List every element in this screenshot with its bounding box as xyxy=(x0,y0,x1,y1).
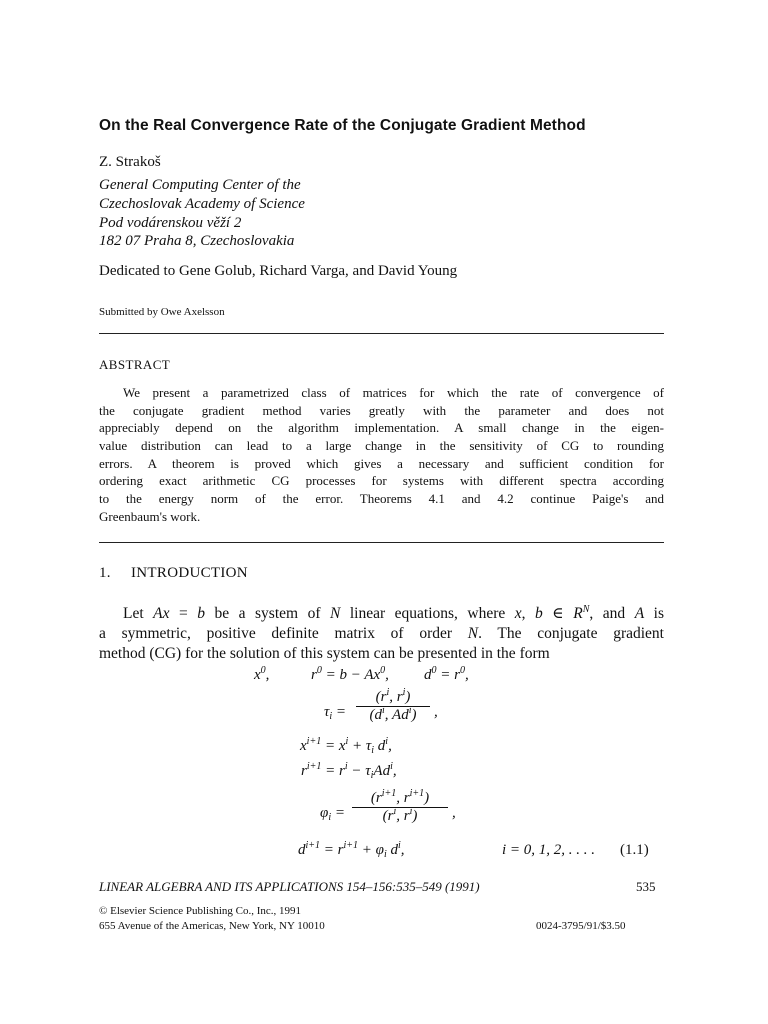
divider xyxy=(99,333,664,334)
submitted-by: Submitted by Owe Axelsson xyxy=(99,306,225,318)
equation-line: $r^{i+1} = r^i - \tau_iAd^i$, xyxy=(301,761,397,781)
abstract-line: appreciably depend on the algorithm implementation. A small change in the eigen- xyxy=(99,420,664,436)
affiliation-line: Czechoslovak Academy of Science xyxy=(99,196,305,212)
section-title: INTRODUCTION xyxy=(131,565,248,581)
abstract-line: ordering exact arithmetic CG processes for systems with different spectra according xyxy=(99,473,664,489)
affiliation-line: General Computing Center of the xyxy=(99,177,301,193)
intro-paragraph xyxy=(99,604,664,664)
affiliation-line: Pod vodárenskou věží 2 xyxy=(99,215,242,231)
publisher-address: 655 Avenue of the Americas, New York, NY 10010 xyxy=(99,920,325,932)
equation-line: $x^{i+1} = x^i + \tau_i$ $d^i$, xyxy=(300,736,392,756)
equation-line: $r^0 = b - Ax^0$, xyxy=(311,665,389,683)
equation-line: $\tau_i$ = xyxy=(324,704,347,722)
abstract-line: the conjugate gradient method varies greatly with the parameter and does not xyxy=(99,402,664,418)
affiliation-line: 182 07 Praha 8, Czechoslovakia xyxy=(99,233,295,249)
section-heading xyxy=(99,565,248,582)
author-name: Z. Strakoš xyxy=(99,154,161,170)
copyright-notice: © Elsevier Science Publishing Co., Inc., 1991 xyxy=(99,905,302,917)
abstract-body xyxy=(99,384,664,526)
equation-line: $d^{i+1} = r^{i+1} + \varphi_i$ $d^i$, xyxy=(298,840,405,860)
divider xyxy=(99,542,664,543)
intro-line: method (CG) for the solution of this system can be presented in the form xyxy=(99,645,550,662)
equation-line: , xyxy=(434,704,438,720)
equation-number: (1.1) xyxy=(620,842,649,858)
abstract-line: to the energy norm of the error. Theorems 4.1 and 4.2 continue Paige's and xyxy=(99,491,664,507)
intro-line: Let Ax = b be a system of N linear equations, where x, b ∈ $R^N$, and A is xyxy=(123,604,664,622)
equation-line: $d^0 = r^0$, xyxy=(424,665,469,683)
abstract-line: We present a parametrized class of matrices for which the rate of convergence of xyxy=(123,385,664,400)
issn-price: 0024-3795/91/$3.50 xyxy=(536,920,626,932)
abstract-line: Greenbaum's work. xyxy=(99,508,201,524)
equation-fraction: ($r^i$, $r^i$) ($d^i$, Ad$^i$) xyxy=(356,689,430,724)
paper-title: On the Real Convergence Rate of the Conjugate Gradient Method xyxy=(99,117,586,134)
abstract-heading: ABSTRACT xyxy=(99,357,171,372)
dedication: Dedicated to Gene Golub, Richard Varga, and David Young xyxy=(99,263,458,279)
equation-fraction: $\frac{(r^{i+1}, r^{i+1})}{(r^i, r^i)}$ xyxy=(352,790,448,825)
abstract-line: value distribution can lead to a large change in the sensitivity of CG to rounding xyxy=(99,438,664,454)
page-number: 535 xyxy=(636,879,656,894)
journal-citation: LINEAR ALGEBRA AND ITS APPLICATIONS 154–156:535–549 (1991) xyxy=(99,879,480,894)
equation-line: , xyxy=(452,805,456,821)
equation-index: i = 0, 1, 2, . . . . xyxy=(502,842,596,858)
equation-line: $x^0$, xyxy=(254,665,270,683)
equation-line: $\varphi_i$ = xyxy=(320,805,345,823)
intro-line: a symmetric, positive definite matrix of order N. The conjugate gradient xyxy=(99,625,664,642)
section-number: 1. xyxy=(99,565,111,581)
abstract-line: errors. A theorem is proved which gives a necessary and sufficient condition for xyxy=(99,455,664,471)
